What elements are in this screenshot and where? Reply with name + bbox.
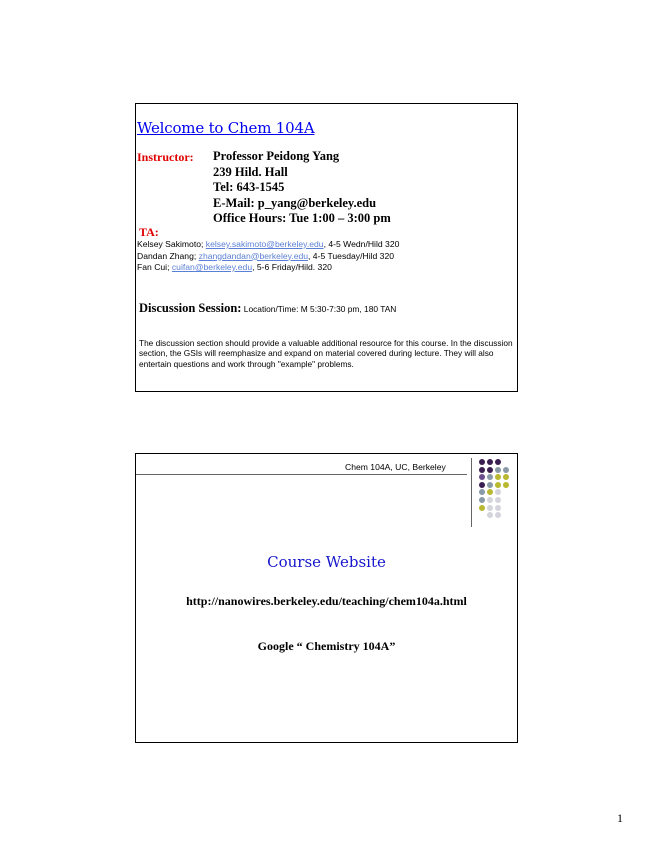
- slide-welcome: [135, 103, 518, 392]
- discussion-label: Discussion Session:: [139, 301, 242, 315]
- decorative-dot: [487, 474, 493, 480]
- decorative-dot: [479, 467, 485, 473]
- decorative-dot: [495, 505, 501, 511]
- search-hint: Google “ Chemistry 104A”: [257, 639, 396, 653]
- decorative-dot: [495, 482, 501, 488]
- discussion-location-time: Location/Time: M 5:30-7:30 pm, 180 TAN: [241, 304, 397, 314]
- decorative-dot: [487, 467, 493, 473]
- decorative-dot: [479, 482, 485, 488]
- ta-list: [137, 239, 399, 274]
- decorative-dot-grid: [479, 459, 515, 517]
- ta-item: [137, 251, 399, 263]
- instructor-info: [213, 149, 391, 227]
- slide-course-website: [135, 453, 518, 743]
- decorative-dot: [495, 497, 501, 503]
- slide-header: Chem 104A, UC, Berkeley: [345, 462, 446, 472]
- vertical-divider: [471, 458, 472, 527]
- slide-title: Course Website: [267, 553, 386, 571]
- decorative-dot: [479, 489, 485, 495]
- decorative-dot: [487, 497, 493, 503]
- decorative-dot: [495, 512, 501, 518]
- decorative-dot: [487, 459, 493, 465]
- ta-item: [137, 239, 399, 251]
- decorative-dot: [495, 489, 501, 495]
- decorative-dot: [487, 512, 493, 518]
- ta-details: , 4-5 Tuesday/Hild 320: [308, 250, 395, 261]
- decorative-dot: [503, 482, 509, 488]
- ta-item: [137, 262, 399, 274]
- slide-title: Welcome to Chem 104A: [137, 119, 315, 137]
- decorative-dot: [479, 505, 485, 511]
- instructor-label: Instructor:: [137, 150, 194, 164]
- decorative-dot: [487, 482, 493, 488]
- decorative-dot: [487, 505, 493, 511]
- decorative-dot: [495, 474, 501, 480]
- ta-label: TA:: [139, 225, 159, 239]
- instructor-phone: Tel: 643-1545: [213, 180, 285, 195]
- ta-details: , 4-5 Wedn/Hild 320: [323, 239, 400, 249]
- decorative-dot: [479, 497, 485, 503]
- decorative-dot: [495, 459, 501, 465]
- header-divider: [136, 474, 467, 475]
- page-number: 1: [617, 811, 623, 825]
- instructor-office-hours: Office Hours: Tue 1:00 – 3:00 pm: [213, 211, 391, 226]
- decorative-dot: [503, 467, 509, 473]
- decorative-dot: [487, 489, 493, 495]
- ta-email-link[interactable]: kelsey.sakimoto@berkeley.edu: [205, 239, 324, 249]
- decorative-dot: [495, 467, 501, 473]
- discussion-session: [139, 299, 396, 317]
- instructor-name: Professor Peidong Yang: [213, 149, 340, 163]
- ta-name: Kelsey Sakimoto;: [137, 239, 206, 249]
- ta-email-link[interactable]: cuifan@berkeley.edu: [171, 262, 253, 272]
- ta-details: , 5-6 Friday/Hild. 320: [252, 262, 332, 272]
- instructor-office: 239 Hild. Hall: [213, 164, 288, 179]
- course-website-url: http://nanowires.berkeley.edu/teaching/chem104a.html: [186, 594, 467, 608]
- ta-name: Dandan Zhang;: [137, 250, 199, 261]
- ta-email-link[interactable]: zhangdandan@berkeley.edu: [198, 250, 309, 261]
- decorative-dot: [503, 474, 509, 480]
- decorative-dot: [479, 459, 485, 465]
- decorative-dot: [479, 474, 485, 480]
- instructor-email: E-Mail: p_yang@berkeley.edu: [213, 195, 377, 210]
- discussion-description: The discussion section should provide a valuable additional resource for this course. In the discussion section, the GSIs will reemphasize and expand on material covered during lecture. They will also entertain questions and work through "example" problems.: [139, 338, 513, 369]
- ta-name: Fan Cui;: [137, 262, 172, 272]
